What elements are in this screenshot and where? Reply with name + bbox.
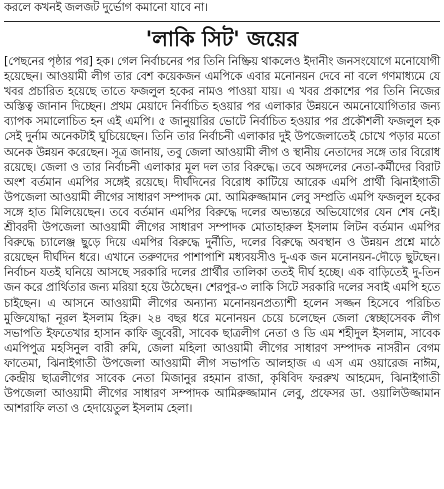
article-headline: 'লাকি সিট' জয়ের	[145, 27, 299, 51]
continued-from-marker: [পেছনের পৃষ্ঠার পর]	[4, 54, 93, 68]
previous-article-tail: করলে কখনই জলজট দুর্ভোগ কমানো যাবে না।	[4, 0, 208, 14]
article-body-text: হক। গেল নির্বাচনের পর তিনি নিষ্ক্রিয় থাকলেও ইদানীং জনসংযোগে মনোযোগী হয়েছেন। আওয়ামী লীগ তার বেশ কয়েকজন এমপিকে এবার মনোনয়ন দেবে না বলে গণমাধ্যমে যে খবর প্রচারিত হয়েছে তাতে ফজলুল হকের নামও পাওয়া যায়। এ খবর প্রকাশের পর তিনি নিজের অস্তিত্ব জানান দিচ্ছেন। প্রথম মেয়াদে নির্বাচিত হওয়ার পর এলাকার উন্নয়নে অমনোযোগিতার জন্য ব্যাপক সমালোচিত হন এই এমপি। ৫ জানুয়ারির ভোটে নির্বাচিত হওয়ার পর প্রকৌশলী ফজলুল হক সেই দুর্নাম অনেকটাই ঘুচিয়েছেন। তিনি তার নির্বাচনী এলাকার দুই উপজেলাতেই চোখে পড়ার মতো অনেক উন্নয়ন করেছেন। সূত্র জানায়, তবু জেলা আওয়ামী লীগ ও স্থানীয় নেতাদের সঙ্গে তার বিরোধ রয়েছে। জেলা ও তার নির্বাচনী এলাকার মূল দল তার বিরুদ্ধে। তবে অঙ্গদলের নেতা-কর্মীদের বিরাট অংশ বর্তমান এমপির সঙ্গেই রয়েছে। দীর্ঘদিনের বিরোধ কাটিয়ে আরেক এমপি প্রার্থী ঝিনাইগাতী উপজেলা আওয়ামী লীগের সাধারণ সম্পাদক মো. আমিরুজ্জামান লেবু সম্প্রতি এমপি ফজলুল হকের সঙ্গে হাত মিলিয়েছেন। তবে বর্তমান এমপির বিরুদ্ধে দলের অভ্যন্তরে অভিযোগের যেন শেষ নেই। শ্রীবরদী উপজেলা আওয়ামী লীগের সাধারণ সম্পাদক মোতাহারুল ইসলাম লিটন বর্তমান এমপির বিরুদ্ধে চ্যালেঞ্জ ছুড়ে দিয়ে এমপির বিরুদ্ধে দুর্নীতি, দলের বিরুদ্ধে অবস্থান ও উন্নয়ন প্রশ্নে মাঠে রয়েছেন দীর্ঘদিন ধরে। এখানে তরুণদের পাশাপাশি মধ্যবয়সীও দু-এক জন মনোনয়ন-দৌড়ে ছুটছেন। নির্বাচন যতই ঘনিয়ে আসছে সরকারি দলের প্রার্থীর তালিকা ততই দীর্ঘ হচ্ছে। এক বাড়িতেই দু-তিন জন করে প্রার্থিতার জন্য মরিয়া হয়ে উঠেছেন। শেরপুর-৩ লাকি সিটে সরকারি দলের সবাই এমপি হতে চাইছেন। এ আসনে আওয়ামী লীগের অন্যান্য মনোনয়নপ্রত্যাশী হলেন সজ্জন হিসেবে পরিচিত মুক্তিযোদ্ধা নূরল ইসলাম হিরু। ২৪ বছর ধরে মনোনয়ন চেয়ে চলেছেন জেলা স্বেচ্ছাসেবক লীগ সভাপতি ইফতেখার হাসান কাফি জুবেরী, সাবেক ছাত্রলীগ নেতা ও ডি এম শহীদুল ইসলাম, সাবেক এমপিপুত্র মহসিনুল বারী রুমি, জেলা মহিলা আওয়ামী লীগের সাধারণ সম্পাদক নাসরীন বেগম ফাতেমা, ঝিনাইগাতী উপজেলা আওয়ামী লীগ সভাপতি আলহাজ এ এস এম ওয়ারেজ নাঈম, কেন্দ্রীয় ছাত্রলীগের সাবেক নেতা মিজানুর রহমান রাজা, কৃষিবিদ ফররুখ আহমেদ, ঝিনাইগাতী উপজেলা আওয়ামী লীগের সাধারণ সম্পাদক আমিরুজ্জামান লেবু, প্রফেসর ডা. ওয়ালিউজ্জামান আশরাফি লতা ও হেদায়েতুল ইসলাম হেলা।	[4, 54, 440, 416]
divider	[4, 21, 440, 22]
article-body	[4, 54, 440, 416]
